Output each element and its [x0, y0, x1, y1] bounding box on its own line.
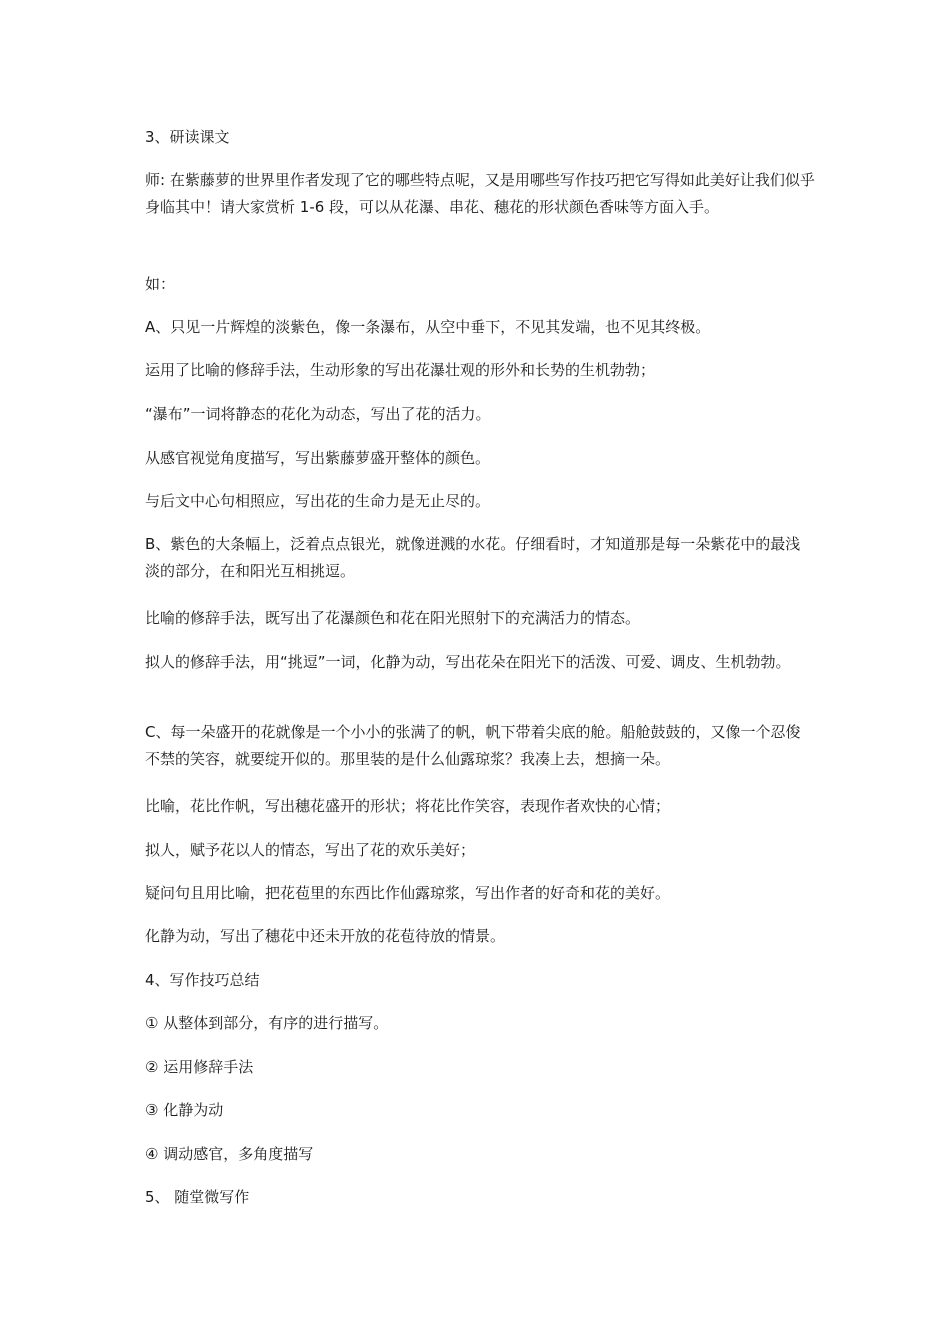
- analysis-b-1: 比喻的修辞手法，既写出了花瀑颜色和花在阳光照射下的充满活力的情态。: [145, 609, 641, 627]
- teacher-question-paragraph: 师: 在紫藤萝的世界里作者发现了它的哪些特点呢，又是用哪些写作技巧把它写得如此美好让我们似乎身临其中！请大家赏析 1-6 段，可以从花瀑、串花、穗花的形状颜色香味等方面入手。: [145, 171, 815, 216]
- analysis-a-4: 与后文中心句相照应，写出花的生命力是无止尽的。: [145, 492, 491, 510]
- heading-section-4: 4、写作技巧总结: [145, 971, 260, 989]
- excerpt-c: C、每一朵盛开的花就像是一个小小的张满了的帆，帆下带着尖底的舱。船舱鼓鼓的，又像一个忍俊不禁的笑容，就要绽开似的。那里装的是什么仙露琼浆？我凑上去，想摘一朵。: [145, 723, 801, 768]
- excerpt-b: B、紫色的大条幅上，泛着点点银光，就像迸溅的水花。仔细看时，才知道那是每一朵紫花中的最浅淡的部分，在和阳光互相挑逗。: [145, 535, 801, 580]
- analysis-a-2: “瀑布”一词将静态的花化为动态，写出了花的活力。: [145, 405, 491, 423]
- analysis-a-3: 从感官视觉角度描写，写出紫藤萝盛开整体的颜色。: [145, 449, 491, 467]
- heading-section-5: 5、 随堂微写作: [145, 1188, 250, 1206]
- summary-item-3: ③ 化静为动: [145, 1101, 224, 1119]
- excerpt-a: A、只见一片辉煌的淡紫色，像一条瀑布，从空中垂下，不见其发端，也不见其终极。: [145, 318, 711, 336]
- analysis-c-4: 化静为动，写出了穗花中还未开放的花苞待放的情景。: [145, 927, 506, 945]
- analysis-c-2: 拟人，赋予花以人的情态，写出了花的欢乐美好；: [145, 841, 476, 859]
- summary-item-2: ② 运用修辞手法: [145, 1058, 254, 1076]
- summary-item-4: ④ 调动感官，多角度描写: [145, 1145, 314, 1163]
- summary-item-1: ① 从整体到部分，有序的进行描写。: [145, 1014, 389, 1032]
- analysis-a-1: 运用了比喻的修辞手法，生动形象的写出花瀑壮观的形外和长势的生机勃勃；: [145, 361, 656, 379]
- heading-section-3: 3、研读课文: [145, 128, 230, 146]
- analysis-b-2: 拟人的修辞手法，用“挑逗”一词，化静为动，写出花朵在阳光下的活泼、可爱、调皮、生机勃勃。: [145, 653, 791, 671]
- example-label: 如：: [145, 275, 176, 293]
- analysis-c-3: 疑问句且用比喻，把花苞里的东西比作仙露琼浆，写出作者的好奇和花的美好。: [145, 884, 671, 902]
- analysis-c-1: 比喻，花比作帆，写出穗花盛开的形状；将花比作笑容，表现作者欢快的心情；: [145, 797, 671, 815]
